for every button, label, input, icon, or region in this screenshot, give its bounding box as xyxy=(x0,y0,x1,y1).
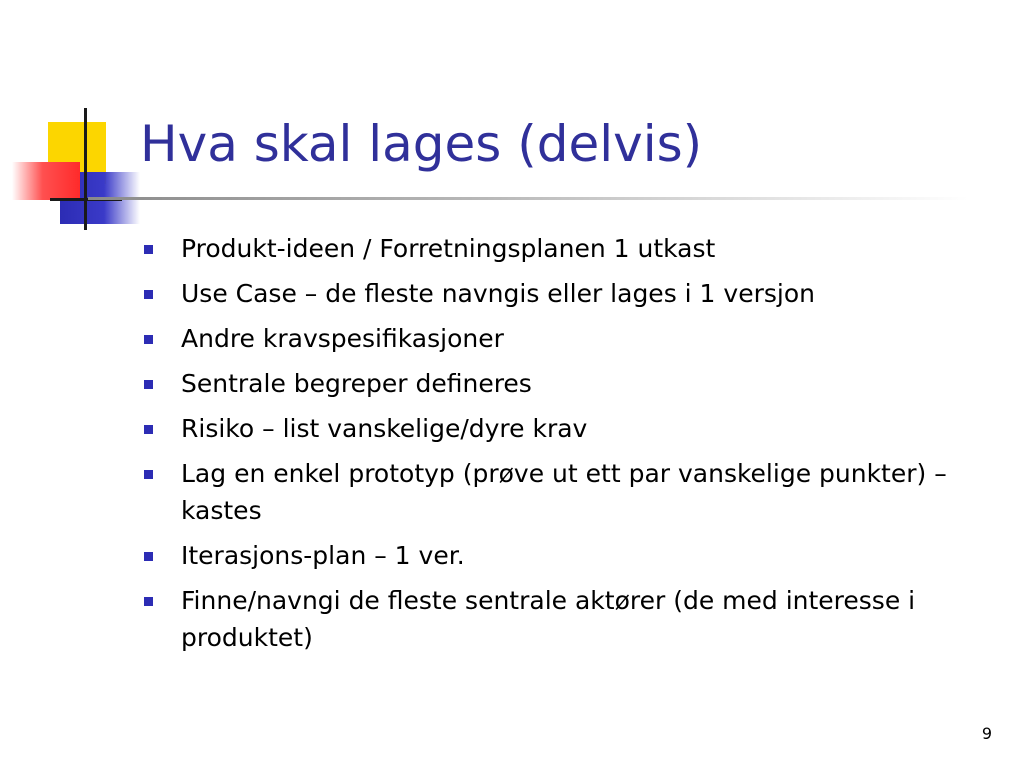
bullet-text: Lag en enkel prototyp (prøve ut ett par vanskelige punkter) – kastes xyxy=(181,459,947,525)
bullet-item xyxy=(142,455,992,529)
slide-logo-graphic xyxy=(0,100,150,240)
bullet-item xyxy=(142,320,992,357)
square-bullet-icon xyxy=(144,380,153,389)
bullet-text: Use Case – de fleste navngis eller lages i 1 versjon xyxy=(181,279,815,308)
bullet-item xyxy=(142,365,992,402)
square-bullet-icon xyxy=(144,290,153,299)
logo-vertical-line xyxy=(84,108,87,230)
square-bullet-icon xyxy=(144,245,153,254)
bullet-text: Produkt-ideen / Forretningsplanen 1 utkast xyxy=(181,234,716,263)
square-bullet-icon xyxy=(144,470,153,479)
bullet-item xyxy=(142,410,992,447)
square-bullet-icon xyxy=(144,597,153,606)
bullet-item xyxy=(142,582,992,656)
bullet-text: Andre kravspesifikasjoner xyxy=(181,324,504,353)
bullet-text: Risiko – list vanskelige/dyre krav xyxy=(181,414,588,443)
square-bullet-icon xyxy=(144,335,153,344)
bullet-item xyxy=(142,230,992,267)
bullet-list xyxy=(142,230,992,664)
square-bullet-icon xyxy=(144,552,153,561)
bullet-text: Finne/navngi de fleste sentrale aktører (de med interesse i produktet) xyxy=(181,586,916,652)
square-bullet-icon xyxy=(144,425,153,434)
logo-red-bar xyxy=(12,162,80,200)
slide-title: Hva skal lages (delvis) xyxy=(140,115,703,173)
title-underline xyxy=(88,197,968,200)
page-number: 9 xyxy=(981,724,992,743)
bullet-text: Sentrale begreper defineres xyxy=(181,369,532,398)
bullet-item xyxy=(142,275,992,312)
bullet-item xyxy=(142,537,992,574)
bullet-text: Iterasjons-plan – 1 ver. xyxy=(181,541,465,570)
